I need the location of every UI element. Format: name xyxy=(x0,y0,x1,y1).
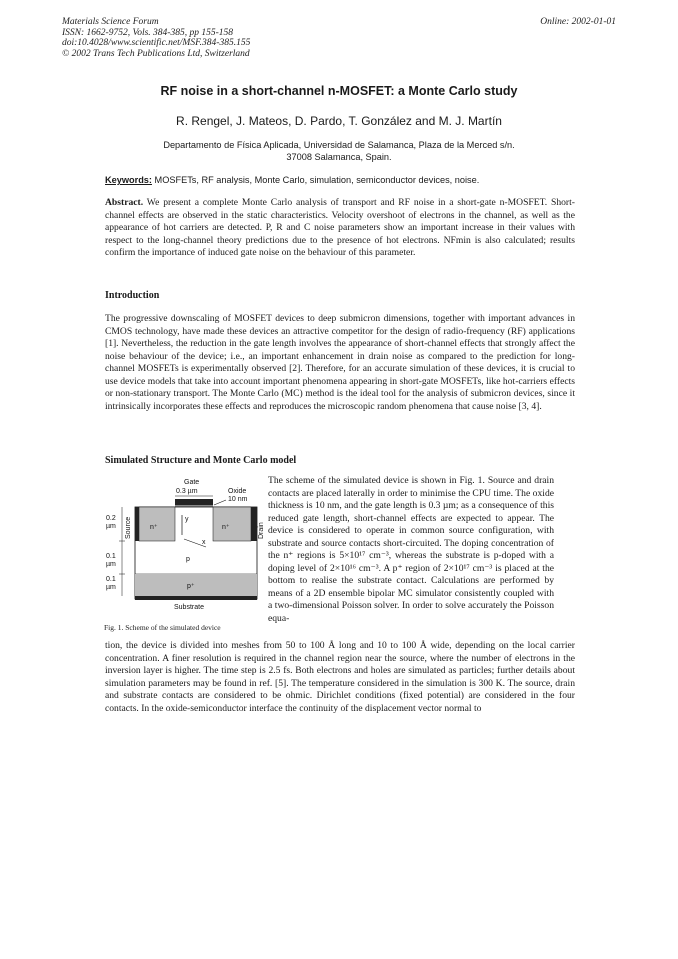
oxide-label: Oxide xyxy=(228,488,247,495)
abstract-text: We present a complete Monte Carlo analysis of transport and RF noise in a short-gate n-MOSFET. Short-channel effects are observed in the static characteristics. Velocity overshoot of electrons in the channel, as well as the appearance of hot carriers are detected. P, R and C noise parameters show an important increase in their values with respect to the long-channel theory predictions due to the presence of hot electrons. NFmin is also calculated; results confirm the importance of induced gate noise on the behaviour of this parameter. xyxy=(105,197,575,258)
keywords-text: MOSFETs, RF analysis, Monte Carlo, simulation, semiconductor devices, noise. xyxy=(151,175,480,185)
introduction-heading: Introduction xyxy=(105,290,160,301)
paper-title: RF noise in a short-channel n-MOSFET: a Monte Carlo study xyxy=(160,84,518,98)
y-axis-label: y xyxy=(185,516,189,523)
n-left-label: n⁺ xyxy=(150,524,158,531)
abstract xyxy=(105,197,575,260)
n-right-label: n⁺ xyxy=(222,524,230,531)
drain-contact xyxy=(251,507,257,541)
p-plus-label: p⁺ xyxy=(187,583,195,590)
device-scheme-figure xyxy=(102,477,264,637)
journal-header xyxy=(62,17,250,59)
doi-link[interactable]: doi:10.4028/www.scientific.net/MSF.384-385.155 xyxy=(62,38,251,48)
affiliation xyxy=(0,139,678,163)
gate-length-label: 0.3 µm xyxy=(176,488,198,495)
introduction-text: The progressive downscaling of MOSFET devices to deep submicron dimensions, together with important advances in CMOS technology, have made these devices an attractive competitor for the design of radio-frequency (RF) applications [1]. Nevertheless, the reduction in the gate length involves the appearance of short-channel effects that strongly affect the noise behaviour of the device; i.e., an important enhancement in drain noise as compared to the prediction for long-channel MOSFETs is experimentally observed [2]. Therefore, for an accurate simulation of these devices, it is crucial to use device models that take into account important phenomena appearing in short-gate MOSFETs, like hot-carriers effects or non-stationary transport. The Monte Carlo (MC) method is the ideal tool for the analysis of submicron devices, since it intrinsically incorporates these effects and reproduces the microscopic random phenomena that cause noise [3, 4]. xyxy=(105,313,575,412)
online-date: Online: 2002-01-01 xyxy=(540,17,616,27)
gate-contact xyxy=(175,499,213,505)
oxide-thickness-label: 10 nm xyxy=(228,496,248,503)
drain-label: Drain xyxy=(258,522,265,539)
figure-caption: Fig. 1. Scheme of the simulated device xyxy=(104,623,221,632)
dim-1-unit: µm xyxy=(106,523,116,530)
affiliation-line-1: Departamento de Física Aplicada, Universidad de Salamanca, Plaza de la Merced s/n. xyxy=(163,140,515,150)
p-region-label: p xyxy=(186,556,190,563)
simulated-full-text: tion, the device is divided into meshes from 50 to 100 Å long and 10 to 100 Å wide, depending on the local carrier concentration. A finer resolution is required in the channel region near the source, where the number of electrons in the inversion layer is higher. The time step is 2.5 fs. Both electrons and holes are simulated as particles; further details about simulation parameters may be found in ref. [5]. The temperature considered in the simulation is 300 K. The source, drain and substrate contacts are considered to be ohmic. Dirichlet conditions (fixed potential) are considered in the four contacts. In the oxide-semiconductor interface the continuity of the displacement vector normal to xyxy=(105,640,575,714)
x-axis-label: x xyxy=(202,539,206,546)
abstract-label: Abstract. xyxy=(105,197,144,208)
p-plus-region xyxy=(135,574,257,596)
dim-2-value: 0.1 xyxy=(106,553,116,560)
affiliation-line-2: 37008 Salamanca, Spain. xyxy=(286,152,392,162)
source-label: Source xyxy=(125,516,132,539)
keywords xyxy=(105,175,575,185)
drain-n-region xyxy=(213,507,251,541)
dim-3-unit: µm xyxy=(106,584,116,591)
substrate-contact xyxy=(135,596,257,600)
simulated-heading: Simulated Structure and Monte Carlo model xyxy=(105,455,297,466)
journal-name: Materials Science Forum xyxy=(62,17,159,27)
dim-2-unit: µm xyxy=(106,561,116,568)
issn: ISSN: 1662-9752, Vols. 384-385, pp 155-158 xyxy=(62,27,233,38)
copyright: © 2002 Trans Tech Publications Ltd, Switzerland xyxy=(62,48,250,59)
substrate-label: Substrate xyxy=(174,604,204,611)
dim-1-value: 0.2 xyxy=(106,515,116,522)
gate-label: Gate xyxy=(184,479,200,486)
authors: R. Rengel, J. Mateos, D. Pardo, T. González and M. J. Martín xyxy=(176,114,502,128)
source-contact xyxy=(135,507,139,541)
keywords-label: Keywords: xyxy=(105,175,152,185)
simulated-column-text: The scheme of the simulated device is shown in Fig. 1. Source and drain contacts are placed laterally in order to minimise the CPU time. The oxide thickness is 10 nm, and the gate length is 0.3 µm; as a consequence of this reduced gate length, short-channel effects are expected to appear. The device is considered to operate in common source configuration, with substrate and source contacts short-circuited. The doping concentration of the n⁺ regions is 5×10¹⁷ cm⁻³, whereas the substrate is p-doped with a doping level of 2×10¹⁶ cm⁻³. A p⁺ region of 2×10¹⁷ cm⁻³ is placed at the bottom to realise the substrate contact. Calculations are performed by means of a 2D ensemble bipolar MC simulator consistently coupled with a two-dimensional Poisson solver. In order to solve accurately the Poisson equa- xyxy=(268,475,554,624)
dim-3-value: 0.1 xyxy=(106,576,116,583)
